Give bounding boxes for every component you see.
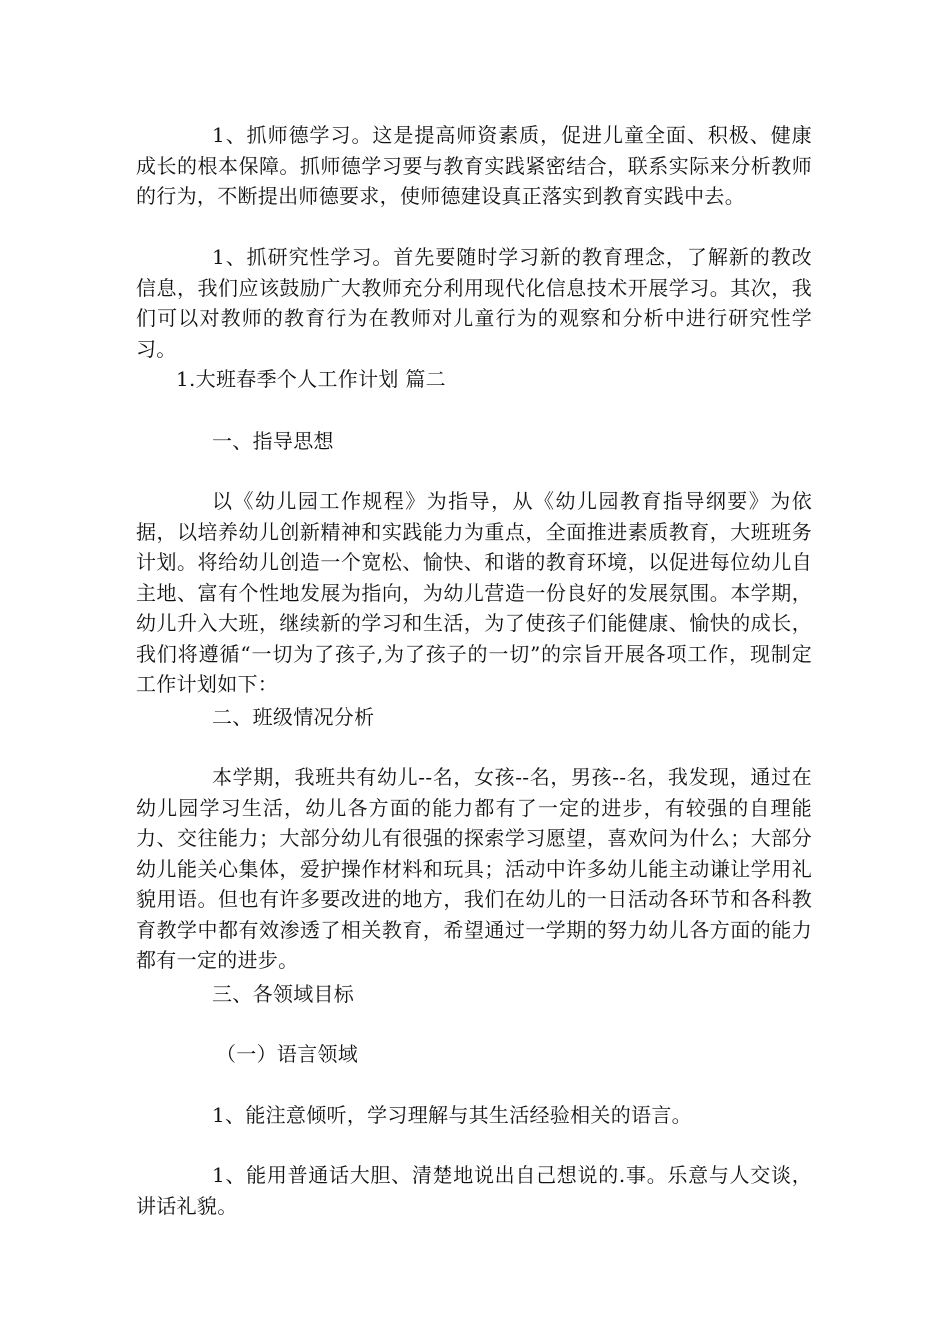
heading-domain-goals: 三、各领域目标 [212,982,355,1006]
heading-guiding-thought: 一、指导思想 [212,429,334,453]
paragraph-guiding-thought: 以《幼儿园工作规程》为指导，从《幼儿园教育指导纲要》为依据，以培养幼儿创新精神和实践能力为重点，全面推进素质教育，大班班务计划。将给幼儿创造一个宽松、愉快、和谐的教育环境，以促进每位幼儿自主地、富有个性地发展为指向，为幼儿营造一份良好的发展氛围。本学期，幼儿升入大班，继续新的学习和生活，为了使孩子们能健康、愉快的成长，我们将遵循“一切为了孩子,为了孩子的一切”的宗旨开展各项工作，现制定工作计划如下： [136,489,812,696]
paragraph-speaking-goal: 1、能用普通话大胆、清楚地说出自己想说的.事。乐意与人交谈，讲话礼貌。 [136,1163,812,1218]
paragraph-research-study: 1、抓研究性学习。首先要随时学习新的教育理念，了解新的教改信息，我们应该鼓励广大教师充分利用现代化信息技术开展学习。其次，我们可以对教师的教育行为在教师对儿童行为的观察和分析中进行研究性学习。 [136,245,812,361]
paragraph-teacher-ethics: 1、抓师德学习。这是提高师资素质，促进儿童全面、积极、健康成长的根本保障。抓师德学习要与教育实践紧密结合，联系实际来分析教师的行为，不断提出师德要求，使师德建设真正落实到教育实践中去。 [136,123,812,208]
heading-language-domain: （一）语言领域 [216,1042,359,1066]
section-title: 1.大班春季个人工作计划 篇二 [176,367,446,391]
paragraph-class-analysis: 本学期，我班共有幼儿--名，女孩--名，男孩--名，我发现，通过在幼儿园学习生活，幼儿各方面的能力都有了一定的进步，有较强的自理能力、交往能力；大部分幼儿有很强的探索学习愿望，喜欢问为什么；大部分幼儿能关心集体，爱护操作材料和玩具；活动中许多幼儿能主动谦让学用礼貌用语。但也有许多要改进的地方，我们在幼儿的一日活动各环节和各科教育教学中都有效渗透了相关教育，希望通过一学期的努力幼儿各方面的能力都有一定的进步。 [136,765,812,972]
paragraph-listening-goal: 1、能注意倾听，学习理解与其生活经验相关的语言。 [212,1103,692,1127]
heading-class-analysis: 二、班级情况分析 [212,705,375,729]
